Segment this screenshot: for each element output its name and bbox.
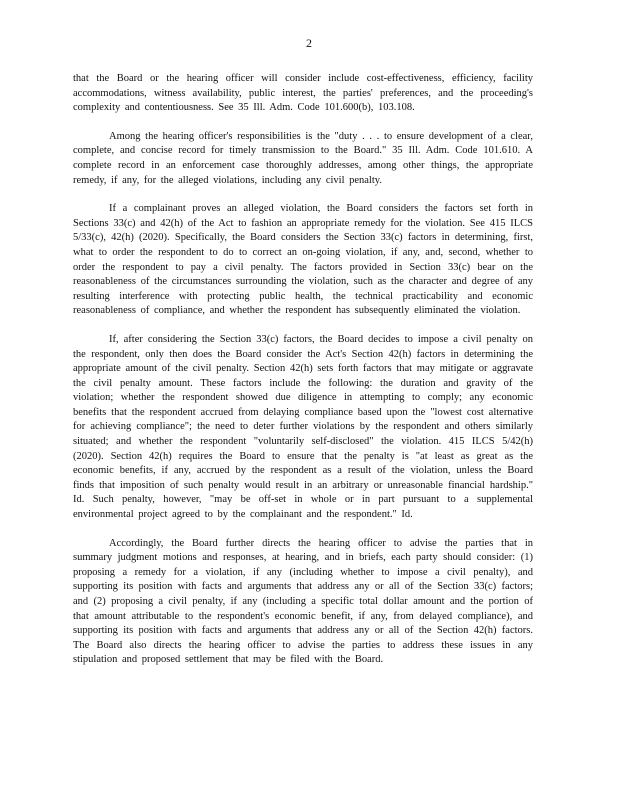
paragraph-section-33c-factors: If a complainant proves an alleged violation, the Board considers the factors set forth in Sections 33(c) and 42(h) of the Act to fashion an appropriate remedy for the violation. See 415 ILCS 5/33(c), 42(h) (2020). Specifically, the Board considers the Section 33(c) factors in determining, first, what to order the respondent to do to correct an on-going violation, if any, and, second, whether to order the respondent to pay a civil penalty. The factors provided in Section 33(c) bear on the reasonableness of the circumstances surrounding the violation, such as the character and degree of any resulting interference with protecting public health, the technical practicability and economic reasonableness of compliance, and whether the respondent has subsequently eliminated the violation.	[73, 203, 533, 317]
page-number: 2	[306, 36, 312, 50]
body-text	[73, 72, 533, 668]
paragraph-hearing-officer-duty: Among the hearing officer's responsibilities is the "duty . . . to ensure development of a clear, complete, and concise record for timely transmission to the Board." 35 Ill. Adm. Code 101.610. A complete record in an enforcement case thoroughly addresses, among other things, the appropriate remedy, if any, for the alleged violations, including any civil penalty.	[73, 130, 533, 186]
paragraph-cost-effectiveness: that the Board or the hearing officer will consider include cost-effectiveness, efficiency, facility accommodations, witness availability, public interest, the parties' preferences, and the proceeding's complexity and contentiousness. See 35 Ill. Adm. Code 101.600(b), 103.108.	[73, 73, 533, 114]
paragraph-section-42h-factors: If, after considering the Section 33(c) factors, the Board decides to impose a civil penalty on the respondent, only then does the Board consider the Act's Section 42(h) factors in determining the appropriate amount of the civil penalty. Section 42(h) sets forth factors that may mitigate or aggravate the civil penalty amount. These factors include the following: the duration and gravity of the violation; whether the respondent showed due diligence in attempting to comply; any economic benefits that the respondent accrued from delaying compliance based upon the "lowest cost alternative for achieving compliance"; the need to deter further violations by the respondent and others similarly situated; and whether the respondent "voluntarily self-disclosed" the violation. 415 ILCS 5/42(h) (2020). Section 42(h) requires the Board to ensure that the penalty is "at least as great as the economic benefits, if any, accrued by the respondent as a result of the violation, unless the Board finds that imposition of such penalty would result in an arbitrary or unreasonable financial hardship." Id. Such penalty, however, "may be off-set in whole or in part pursuant to a supplemental environmental project agreed to by the complainant and the respondent." Id.	[73, 333, 533, 521]
paragraph-board-directions: Accordingly, the Board further directs the hearing officer to advise the parties that in summary judgment motions and responses, at hearing, and in briefs, each party should consider: (1) proposing a remedy for a violation, if any (including whether to impose a civil penalty), and supporting its position with facts and arguments that address any or all of the Section 33(c) factors; and (2) proposing a civil penalty, if any (including a specific total dollar amount and the portion of that amount attributable to the respondent's economic benefit, if any, from delayed compliance), and supporting its position with facts and arguments that address any or all of the Section 42(h) factors. The Board also directs the hearing officer to advise the parties to address these issues in any stipulation and proposed settlement that may be filed with the Board.	[73, 537, 533, 666]
